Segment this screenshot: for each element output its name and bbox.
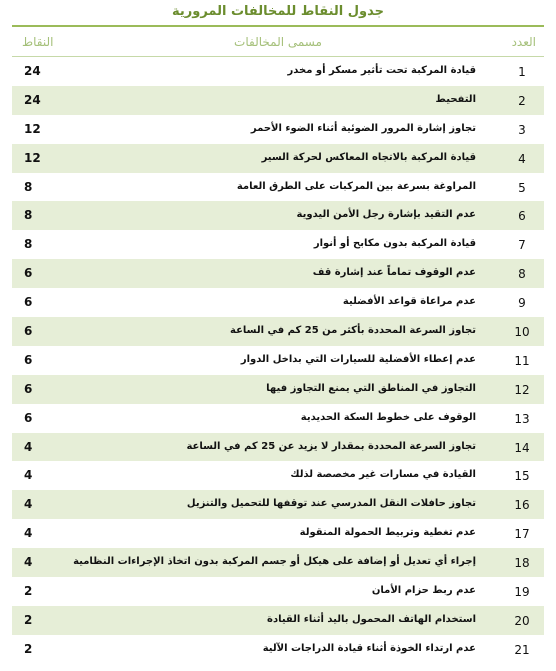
row-violation-name: التجاوز في المناطق التي يمنع التجاوز فيها — [266, 382, 476, 394]
table-row — [12, 86, 544, 115]
row-number: 6 — [518, 209, 526, 224]
table-row — [12, 288, 544, 317]
row-number: 3 — [518, 122, 526, 137]
table-row — [12, 201, 544, 230]
row-violation-name: عدم التقيد بإشارة رجل الأمن اليدوية — [296, 209, 476, 221]
row-points: 2 — [24, 612, 33, 627]
table-title: جدول النقاط للمخالفات المرورية — [171, 4, 384, 19]
row-number: 7 — [518, 238, 526, 253]
row-points: 8 — [24, 237, 33, 252]
row-points: 4 — [24, 526, 33, 541]
title-underline — [12, 25, 544, 27]
table-row — [12, 346, 544, 375]
row-violation-name: تجاوز إشارة المرور الضوئية أثناء الضوء الأحمر — [250, 122, 476, 134]
row-violation-name: قيادة المركبة تحت تأثير مسكر أو مخدر — [287, 65, 476, 76]
row-points: 8 — [24, 208, 33, 223]
violations-table-body — [12, 57, 544, 664]
row-violation-name: استخدام الهاتف المحمول باليد أثناء القيادة — [267, 613, 476, 625]
row-number: 4 — [518, 151, 526, 166]
row-number: 18 — [514, 556, 530, 571]
row-violation-name: عدم ربط حزام الأمان — [371, 585, 476, 597]
row-number: 1 — [518, 65, 526, 79]
table-row — [12, 548, 544, 577]
row-violation-name: تجاوز السرعة المحددة بأكثر من 25 كم في الساعة — [230, 325, 476, 337]
row-number: 9 — [518, 296, 526, 311]
table-row — [12, 259, 544, 288]
table-row — [12, 115, 544, 144]
row-points: 6 — [24, 381, 33, 396]
row-number: 17 — [514, 527, 530, 542]
row-violation-name: إجراء أي تعديل أو إضافة على هيكل أو جسم المركبة بدون اتخاذ الإجراءات النظامية — [73, 556, 476, 568]
row-number: 19 — [514, 585, 530, 600]
row-points: 24 — [24, 64, 41, 78]
row-points: 6 — [24, 266, 33, 281]
row-number: 11 — [514, 353, 530, 368]
table-row — [12, 606, 544, 635]
table-row — [12, 144, 544, 173]
table-row — [12, 375, 544, 404]
row-points: 4 — [24, 439, 33, 454]
row-violation-name: قيادة المركبة بالاتجاه المعاكس لحركة السير — [261, 151, 476, 163]
header-violation-name: مسمى المخالفات — [234, 35, 322, 49]
row-points: 2 — [24, 584, 33, 599]
row-violation-name: التفحيط — [435, 93, 476, 105]
row-number: 8 — [518, 267, 526, 282]
row-number: 13 — [514, 411, 530, 426]
row-points: 24 — [24, 92, 41, 107]
row-points: 6 — [24, 410, 33, 425]
row-points: 6 — [24, 324, 33, 339]
row-number: 20 — [514, 613, 530, 628]
row-points: 6 — [24, 352, 33, 367]
header-number: العدد — [511, 35, 536, 49]
row-violation-name: عدم ارتداء الخوذة أثناء قيادة الدراجات الآلية — [262, 642, 476, 654]
row-violation-name: المراوغة بسرعة بين المركبات على الطرق العامة — [236, 180, 476, 192]
row-points: 12 — [24, 150, 41, 165]
row-number: 10 — [514, 325, 530, 340]
row-violation-name: القيادة في مسارات غير مخصصة لذلك — [290, 469, 476, 481]
table-row — [12, 490, 544, 519]
row-violation-name: عدم مراعاة قواعد الأفضلية — [342, 296, 476, 308]
table-row — [12, 433, 544, 462]
row-violation-name: عدم إعطاء الأفضلية للسيارات التي بداخل الدوار — [240, 353, 476, 365]
table-row — [12, 577, 544, 606]
row-violation-name: تجاوز السرعة المحددة بمقدار لا يزيد عن 25 كم في الساعة — [186, 440, 476, 452]
row-violation-name: عدم الوقوف تماماً عند إشارة قف — [312, 267, 476, 279]
row-number: 5 — [518, 180, 526, 195]
table-row — [12, 404, 544, 433]
row-number: 21 — [514, 642, 530, 657]
row-points: 4 — [24, 468, 33, 483]
row-number: 16 — [514, 498, 530, 513]
row-number: 15 — [514, 469, 530, 484]
row-points: 12 — [24, 121, 41, 136]
table-header — [12, 28, 544, 57]
row-points: 8 — [24, 179, 33, 194]
table-row — [12, 635, 544, 664]
table-row — [12, 461, 544, 490]
table-row — [12, 519, 544, 548]
row-violation-name: تجاوز حافلات النقل المدرسي عند توقفها للتحميل والتنزيل — [186, 498, 476, 510]
row-points: 6 — [24, 295, 33, 310]
row-violation-name: قيادة المركبة بدون مكابح أو أنوار — [313, 238, 476, 250]
row-points: 4 — [24, 497, 33, 512]
table-row — [12, 317, 544, 346]
row-number: 2 — [518, 93, 526, 108]
row-points: 4 — [24, 555, 33, 570]
table-row — [12, 230, 544, 259]
header-points: النقاط — [22, 35, 54, 49]
row-points: 2 — [24, 641, 33, 656]
row-violation-name: عدم تغطية وتربيط الحمولة المنقولة — [299, 527, 476, 539]
row-violation-name: الوقوف على خطوط السكة الحديدية — [300, 411, 476, 423]
table-row — [12, 173, 544, 202]
row-number: 12 — [514, 382, 530, 397]
row-number: 14 — [514, 440, 530, 455]
table-row — [12, 57, 544, 86]
